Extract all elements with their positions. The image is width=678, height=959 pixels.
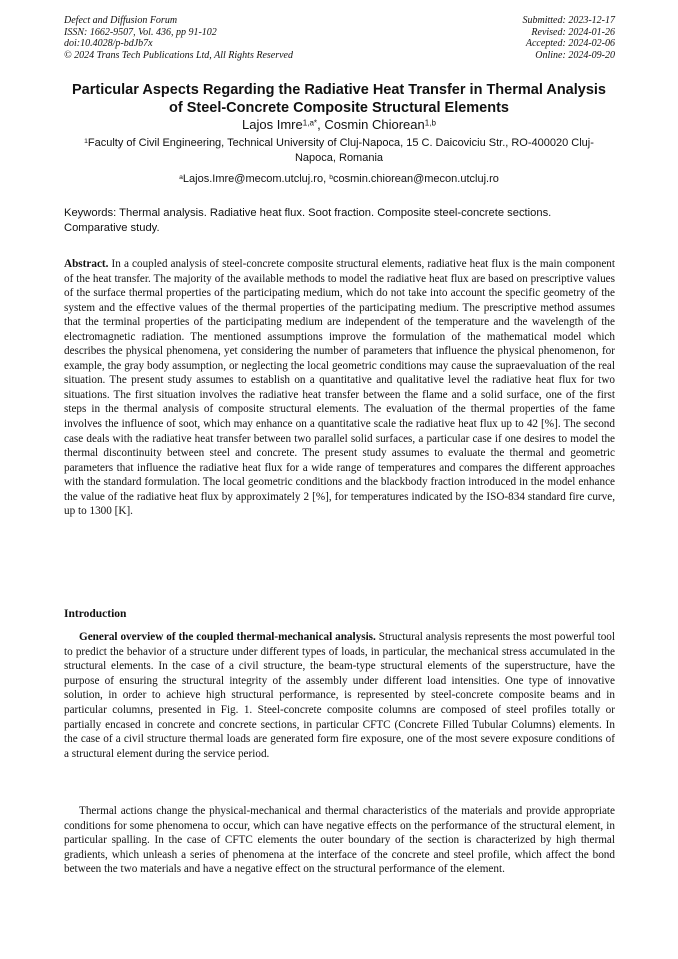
section-heading: Introduction [64, 608, 127, 620]
journal-copyright: © 2024 Trans Tech Publications Ltd, All Rights Reserved [64, 49, 293, 61]
email-marker: b [329, 173, 333, 181]
email-marker: a [179, 173, 183, 181]
intro-paragraph-2: Thermal actions change the physical-mechanical and thermal characteristics of the materials and provide appropriate conditions for some phenomena to occur, which can have negative effects on the performance of the structural element, in particular spalling. In the case of CFTC elements the outer boundary of the section is characterized by high thermal gradients, which unleash a series of phenomena at the interface of the concrete and steel profile, which affect the bond between the two materials and have a negative effect on the structural performance of the element. [64, 805, 615, 876]
date-revised: Revised: 2024-01-26 [531, 26, 615, 38]
author-name: Cosmin Chiorean [324, 117, 425, 132]
author-emails [64, 172, 614, 186]
author-affiliation-marker: 1,b [424, 118, 436, 128]
email-link[interactable]: cosmin.chiorean@mecon.utcluj.ro [333, 173, 499, 185]
author-list [64, 117, 614, 133]
date-accepted: Accepted: 2024-02-06 [525, 38, 615, 49]
author-affiliation-marker: 1,a* [302, 118, 318, 128]
paper-title: Particular Aspects Regarding the Radiative Heat Transfer in Thermal Analysis of Steel-Concrete Composite Structural Elements [72, 82, 606, 116]
keywords: Keywords: Thermal analysis. Radiative heat flux. Soot fraction. Composite steel-concrete sections. Comparative study. [64, 207, 552, 234]
journal-issn: ISSN: 1662-9507, Vol. 436, pp 91-102 [64, 26, 217, 38]
journal-name: Defect and Diffusion Forum [64, 15, 178, 26]
date-online: Online: 2024-09-20 [535, 49, 615, 61]
abstract-text: In a coupled analysis of steel-concrete composite structural elements, radiative heat flux is the main component of the heat transfer. The majority of the available methods to model the radiative heat flux are based on prescriptive values of the surface thermal properties of the participating medium, which do not take into account the specific geometry of the system and the effective values of the thermal properties of the participating medium. The prescriptive method assumes that the terminal properties of the participating medium are independent of the temperature and the wavelength of the electromagnetic radiation. The mentioned assumptions improve the formulation of the mathematical model which describes the physical phenomena, yet considering the number of parameters that influence the physical phenomenon, for example, the gray body assumption, or neglecting the local geometric conditions may cause the supraevaluation of the real situation. The present study assumes to establish on a quantitative and qualitative level the radiative heat flux for two situations. The first situation involves the radiative heat transfer between the flame and a solid surface, one of the first steps in the thermal analysis of composite structural elements. The evaluation of the thermal properties of the fame involves the influence of soot, which may enhance on a quantitative scale the radiative heat flux up to 42 [%]. The second case deals with the radiative heat transfer between two parallel solid surfaces, a particular case if one desires to model the thermal discontinuity between steel and concrete. The present study assumes to evaluate the thermal and geometric parameters that influence the radiative heat flux for a wide range of temperatures and compares the different approaches with the standard formulation. The local geometric conditions and the blackbody fraction introduced in the model enhance the value of the radiative heat flux by approximately 2 [%], for temperatures indicated by the ISO-834 standard fire curve, up to 1300 [K]. [64, 258, 615, 518]
email-link[interactable]: Lajos.Imre@mecom.utcluj.ro [182, 173, 324, 185]
paragraph-lead-heading: General overview of the coupled thermal-mechanical analysis. [79, 631, 376, 643]
abstract [64, 257, 615, 519]
abstract-label: Abstract. [64, 258, 109, 270]
email-separator: , [323, 173, 330, 185]
affiliation [74, 136, 604, 165]
publication-dates [523, 15, 616, 61]
intro-paragraph-1 [64, 630, 615, 761]
paragraph-text: Structural analysis represents the most powerful tool to predict the behavior of a structure under different types of loads, in particular, the mechanical stress accumulated in the structural elements. In the case of a civil structure, the beam-type structural elements of the superstructure, have the purpose of ensuring the structural integrity of the assembly under different load intensities. One type of innovative solution, in order to achieve high structural performance, is represented by steel-concrete composite beams and in particular columns, presented in Fig. 1. Steel-concrete composite columns are composed of steel profiles totally or partially encased in concrete and concrete sections, in particular CFTC (Concrete Filled Tubular Columns) elements. In the case of a civil structure thermal loads are generated form fire exposure, one of the most severe exposure conditions of a structural element during the service period. [64, 631, 615, 760]
author-name: Lajos Imre [242, 117, 303, 132]
journal-doi: doi:10.4028/p-bdJb7x [64, 38, 153, 49]
affiliation-marker: 1 [84, 137, 88, 145]
affiliation-text: Faculty of Civil Engineering, Technical University of Cluj-Napoca, 15 C. Daicoviciu Str., RO-400020 Cluj-Napoca, Romania [87, 137, 594, 164]
date-submitted: Submitted: 2023-12-17 [522, 15, 615, 26]
author-separator: , [317, 117, 325, 132]
journal-info [64, 15, 293, 61]
